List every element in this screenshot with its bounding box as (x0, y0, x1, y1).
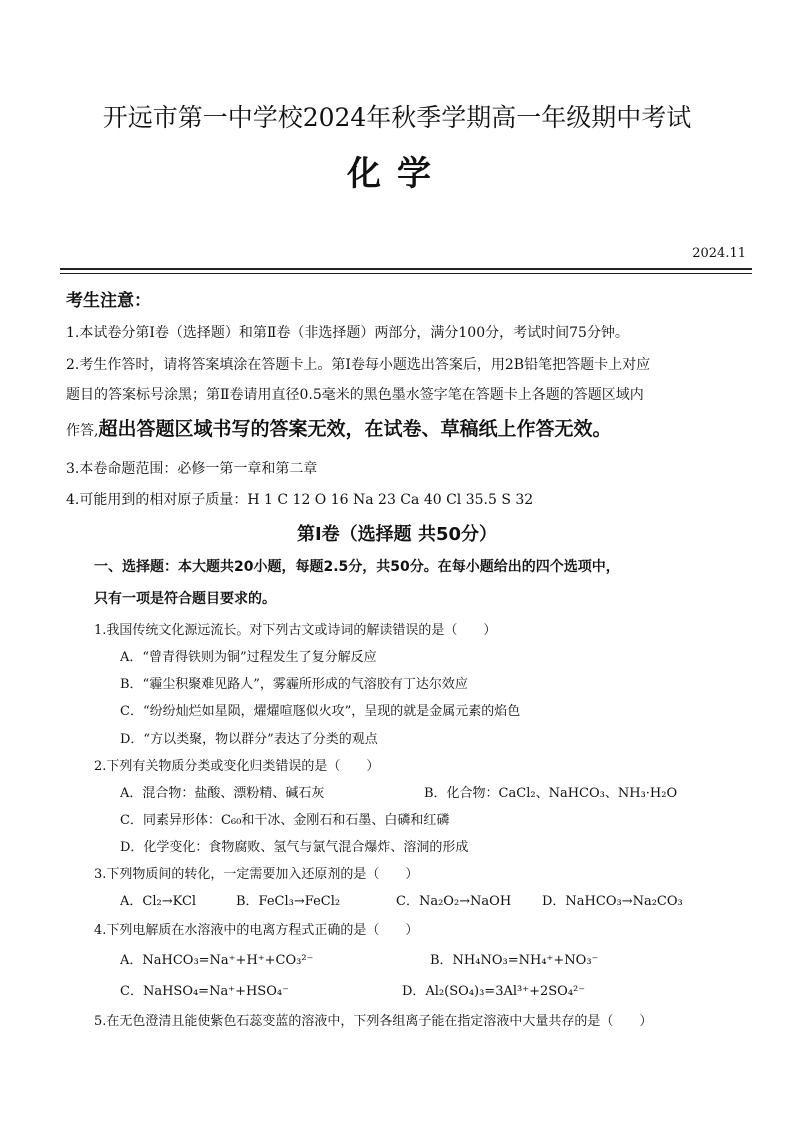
question-1-option-b: B．“霾尘积聚难见路人”，雾霾所形成的气溶胶有丁达尔效应 (120, 677, 468, 692)
notice-line-4-prefix: 作答, (66, 423, 99, 439)
subject-title: 化学 (347, 154, 447, 194)
header-divider-thin (60, 273, 752, 274)
question-1-option-a: A．“曾青得铁则为铜”过程发生了复分解反应 (120, 650, 377, 665)
question-4-stem: 4.下列电解质在水溶液中的电离方程式正确的是（ ） (94, 923, 419, 938)
question-5-stem: 5.在无色澄清且能使紫色石蕊变蓝的溶液中，下列各组离子能在指定溶液中大量共存的是（ ） (94, 1014, 653, 1029)
question-1-option-d: D．“方以类聚，物以群分”表达了分类的观点 (120, 732, 378, 747)
question-2-option-c: C．同素异形体：C₆₀和干冰、金刚石和石墨、白磷和红磷 (120, 813, 450, 828)
section-instruction-1: 一、选择题：本大题共20小题，每题2.5分，共50分。在每小题给出的四个选项中， (94, 559, 620, 575)
notice-line-5: 3.本卷命题范围：必修一第一章和第二章 (66, 461, 318, 477)
section-title: 第Ⅰ卷（选择题 共50分） (296, 524, 497, 545)
notice-line-6: 4.可能用到的相对原子质量：H 1 C 12 O 16 Na 23 Ca 40 Cl 35.5 S 32 (66, 492, 534, 508)
notice-line-4 (66, 414, 611, 441)
notice-warning: 超出答题区域书写的答案无效，在试卷、草稿纸上作答无效。 (98, 418, 612, 440)
header-divider-thick (60, 268, 752, 270)
question-3-stem: 3.下列物质间的转化，一定需要加入还原剂的是（ ） (94, 867, 419, 882)
question-4-option-c: C．NaHSO₄=Na⁺+HSO₄⁻ (120, 984, 289, 999)
question-1-option-c: C．“纷纷灿烂如星陨，燿燿喧豗似火攻”，呈现的就是金属元素的焰色 (120, 704, 521, 719)
question-2-stem: 2.下列有关物质分类或变化归类错误的是（ ） (94, 759, 380, 774)
section-instruction-2: 只有一项是符合题目要求的。 (94, 591, 276, 607)
question-2-option-b: B．化合物：CaCl₂、NaHCO₃、NH₃·H₂O (424, 786, 678, 801)
notice-line-1: 1.本试卷分第Ⅰ卷（选择题）和第Ⅱ卷（非选择题）两部分，满分100分，考试时间75分钟。 (66, 325, 629, 341)
exam-title: 开远市第一中学校2024年秋季学期高一年级期中考试 (102, 103, 692, 132)
question-1-stem: 1.我国传统文化源远流长。对下列古文或诗词的解读错误的是（ ） (94, 623, 497, 638)
question-4-option-d: D．Al₂(SO₄)₃=3Al³⁺+2SO₄²⁻ (402, 984, 586, 999)
question-3-option-d: D．NaHCO₃→Na₂CO₃ (542, 894, 683, 909)
question-3-option-b: B．FeCl₃→FeCl₂ (236, 894, 341, 909)
notice-line-3: 题目的答案标号涂黑；第Ⅱ卷请用直径0.5毫米的黑色墨水签字笔在答题卡上各题的答题区域内 (66, 387, 644, 403)
notice-line-2: 2.考生作答时，请将答案填涂在答题卡上。第Ⅰ卷每小题选出答案后，用2B铅笔把答题卡上对应 (66, 357, 651, 373)
question-3-option-a: A．Cl₂→KCl (120, 894, 197, 909)
question-2-option-a: A．混合物：盐酸、漂粉精、碱石灰 (120, 786, 325, 801)
question-3-option-c: C．Na₂O₂→NaOH (396, 894, 512, 909)
exam-date: 2024.11 (692, 246, 746, 261)
question-2-option-d: D．化学变化：食物腐败、氢气与氯气混合爆炸、溶洞的形成 (120, 840, 469, 855)
question-4-option-a: A．NaHCO₃=Na⁺+H⁺+CO₃²⁻ (120, 953, 314, 968)
notice-title: 考生注意： (66, 291, 151, 311)
question-4-option-b: B．NH₄NO₃=NH₄⁺+NO₃⁻ (430, 953, 599, 968)
